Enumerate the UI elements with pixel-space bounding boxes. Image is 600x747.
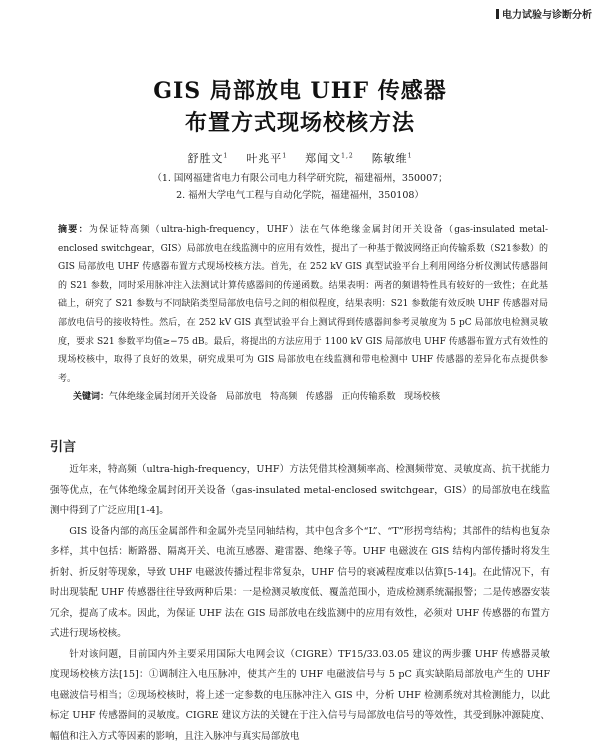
keyword-item: 特高频 (270, 392, 297, 402)
keyword-item: 传感器 (306, 392, 333, 402)
abstract-text: 为保证特高频（ultra-high-frequency，UHF）法在气体绝缘金属封闭开关设备（gas-insulated metal-enclosed switchgear，GIS）局部放电在线监测中的应用有效性，提出了一种基于微波网络正向传输系数（S21参数）的 GIS 局部放电 UHF 传感器布置方式现场校核方法。首先，在 252 kV GIS 真型试验平台上利用网络分析仪测试传感器间的 S21 参数，同时采用脉冲注入法测试计算传感器间的传递函数。结果表明：两者的频谱特性具有较好的一致性；在此基础上，研究了 S21 参数与不同缺陷类型局部放电信号之间的相似程度，结果表明：S21 参数能有效反映 UHF 传感器对局部放电信号的接收特性。然后，在 252 kV GIS 真型试验平台上测试得到传感器间参考灵敏度为 5 pC 局部放电检测灵敏度，要求 S21 参数平均值≥−75 dB。最后，将提出的方法应用于 1100 kV GIS 局部放电 UHF 传感器布置方式有效性的现场校核中，取得了良好的效果，研究成果可为 GIS 局部放电在线监测和带电检测中 UHF 传感器的差异化布点提供参考。 (58, 225, 548, 384)
paper-title-line-2: 布置方式现场校核方法 (0, 106, 600, 137)
author-name: 郑闻文 (305, 152, 341, 165)
keywords-label: 关键词： (73, 392, 109, 402)
abstract-label: 摘要： (58, 225, 89, 235)
keyword-item: 局部放电 (226, 392, 262, 402)
keywords (73, 389, 553, 402)
column-marker-bar (496, 9, 499, 19)
paragraph: GIS 设备内部的高压金属部件和金属外壳呈同轴结构，其中包含多个“L”、“T”形拐弯结构；其部件的结构也复杂多样，其中包括：断路器、隔离开关、电流互感器、避雷器、绝缘子等。UHF 电磁波在 GIS 结构内部传播时将发生折射、折反射等现象，导致 UHF 电磁波传播过程非常复杂，UHF 信号的衰减程度难以估算[5-14]。在此情况下，有时出现装配 UHF 传感器往往导致两种后果：一是检测灵敏度低、覆盖范围小，造成检测系统漏报警；二是传感器安装冗余，提高了成本。因此，为保证 UHF 法在 GIS 局部放电在线监测中的应用有效性，必须对 UHF 传感器的布置方式进行现场校核。 (50, 522, 550, 645)
author-name: 陈敏维 (372, 152, 408, 165)
column-tag-text: 电力试验与诊断分析 (502, 10, 592, 21)
author-affil-mark: 1,2 (341, 152, 354, 159)
abstract (58, 221, 548, 388)
keyword-item: 正向传输系数 (341, 392, 395, 402)
author-affil-mark: 1 (408, 152, 413, 159)
author-affil-mark: 1 (282, 152, 287, 159)
author-name: 叶兆平 (246, 152, 282, 165)
author-list (0, 150, 600, 166)
author-name: 舒胜文 (187, 152, 223, 165)
affiliation-1: （1. 国网福建省电力有限公司电力科学研究院，福建福州，350007； (0, 170, 600, 184)
keyword-item: 气体绝缘金属封闭开关设备 (109, 392, 217, 402)
affiliation-2: 2. 福州大学电气工程与自动化学院，福建福州，350108） (0, 187, 600, 201)
paragraph: 针对该问题，目前国内外主要采用国际大电网会议（CIGRE）TF15/33.03.05 建议的两步骤 UHF 传感器灵敏度现场校核方法[15]：①调制注入电压脉冲，使其产生的 UHF 电磁波信号与 5 pC 真实缺陷局部放电产生的 UHF 电磁波信号相当；②现场校核时，将上述一定参数的电压脉冲注入 GIS 中，分析 UHF 检测系统对其检测能力，以此标定 UHF 传感器间的灵敏度。CIGRE 建议方法的关键在于注入信号与局部放电信号的等效性，其受到脉冲源陡度、幅值和注入方式等因素的影响，且注入脉冲与真实局部放电 (50, 645, 550, 747)
paragraph: 近年来，特高频（ultra-high-frequency，UHF）方法凭借其检测频率高、检测频带宽、灵敏度高、抗干扰能力强等优点，在气体绝缘金属封闭开关设备（gas-insulated metal-enclosed switchgear，GIS）的局部放电在线监测中得到了广泛应用[1-4]。 (50, 460, 550, 522)
body-text (50, 460, 550, 747)
journal-column-tag (496, 6, 592, 21)
section-heading-introduction: 引言 (50, 436, 76, 455)
keyword-item: 现场校核 (404, 392, 440, 402)
author-affil-mark: 1 (223, 152, 228, 159)
paper-title-line-1: GIS 局部放电 UHF 传感器 (0, 74, 600, 105)
